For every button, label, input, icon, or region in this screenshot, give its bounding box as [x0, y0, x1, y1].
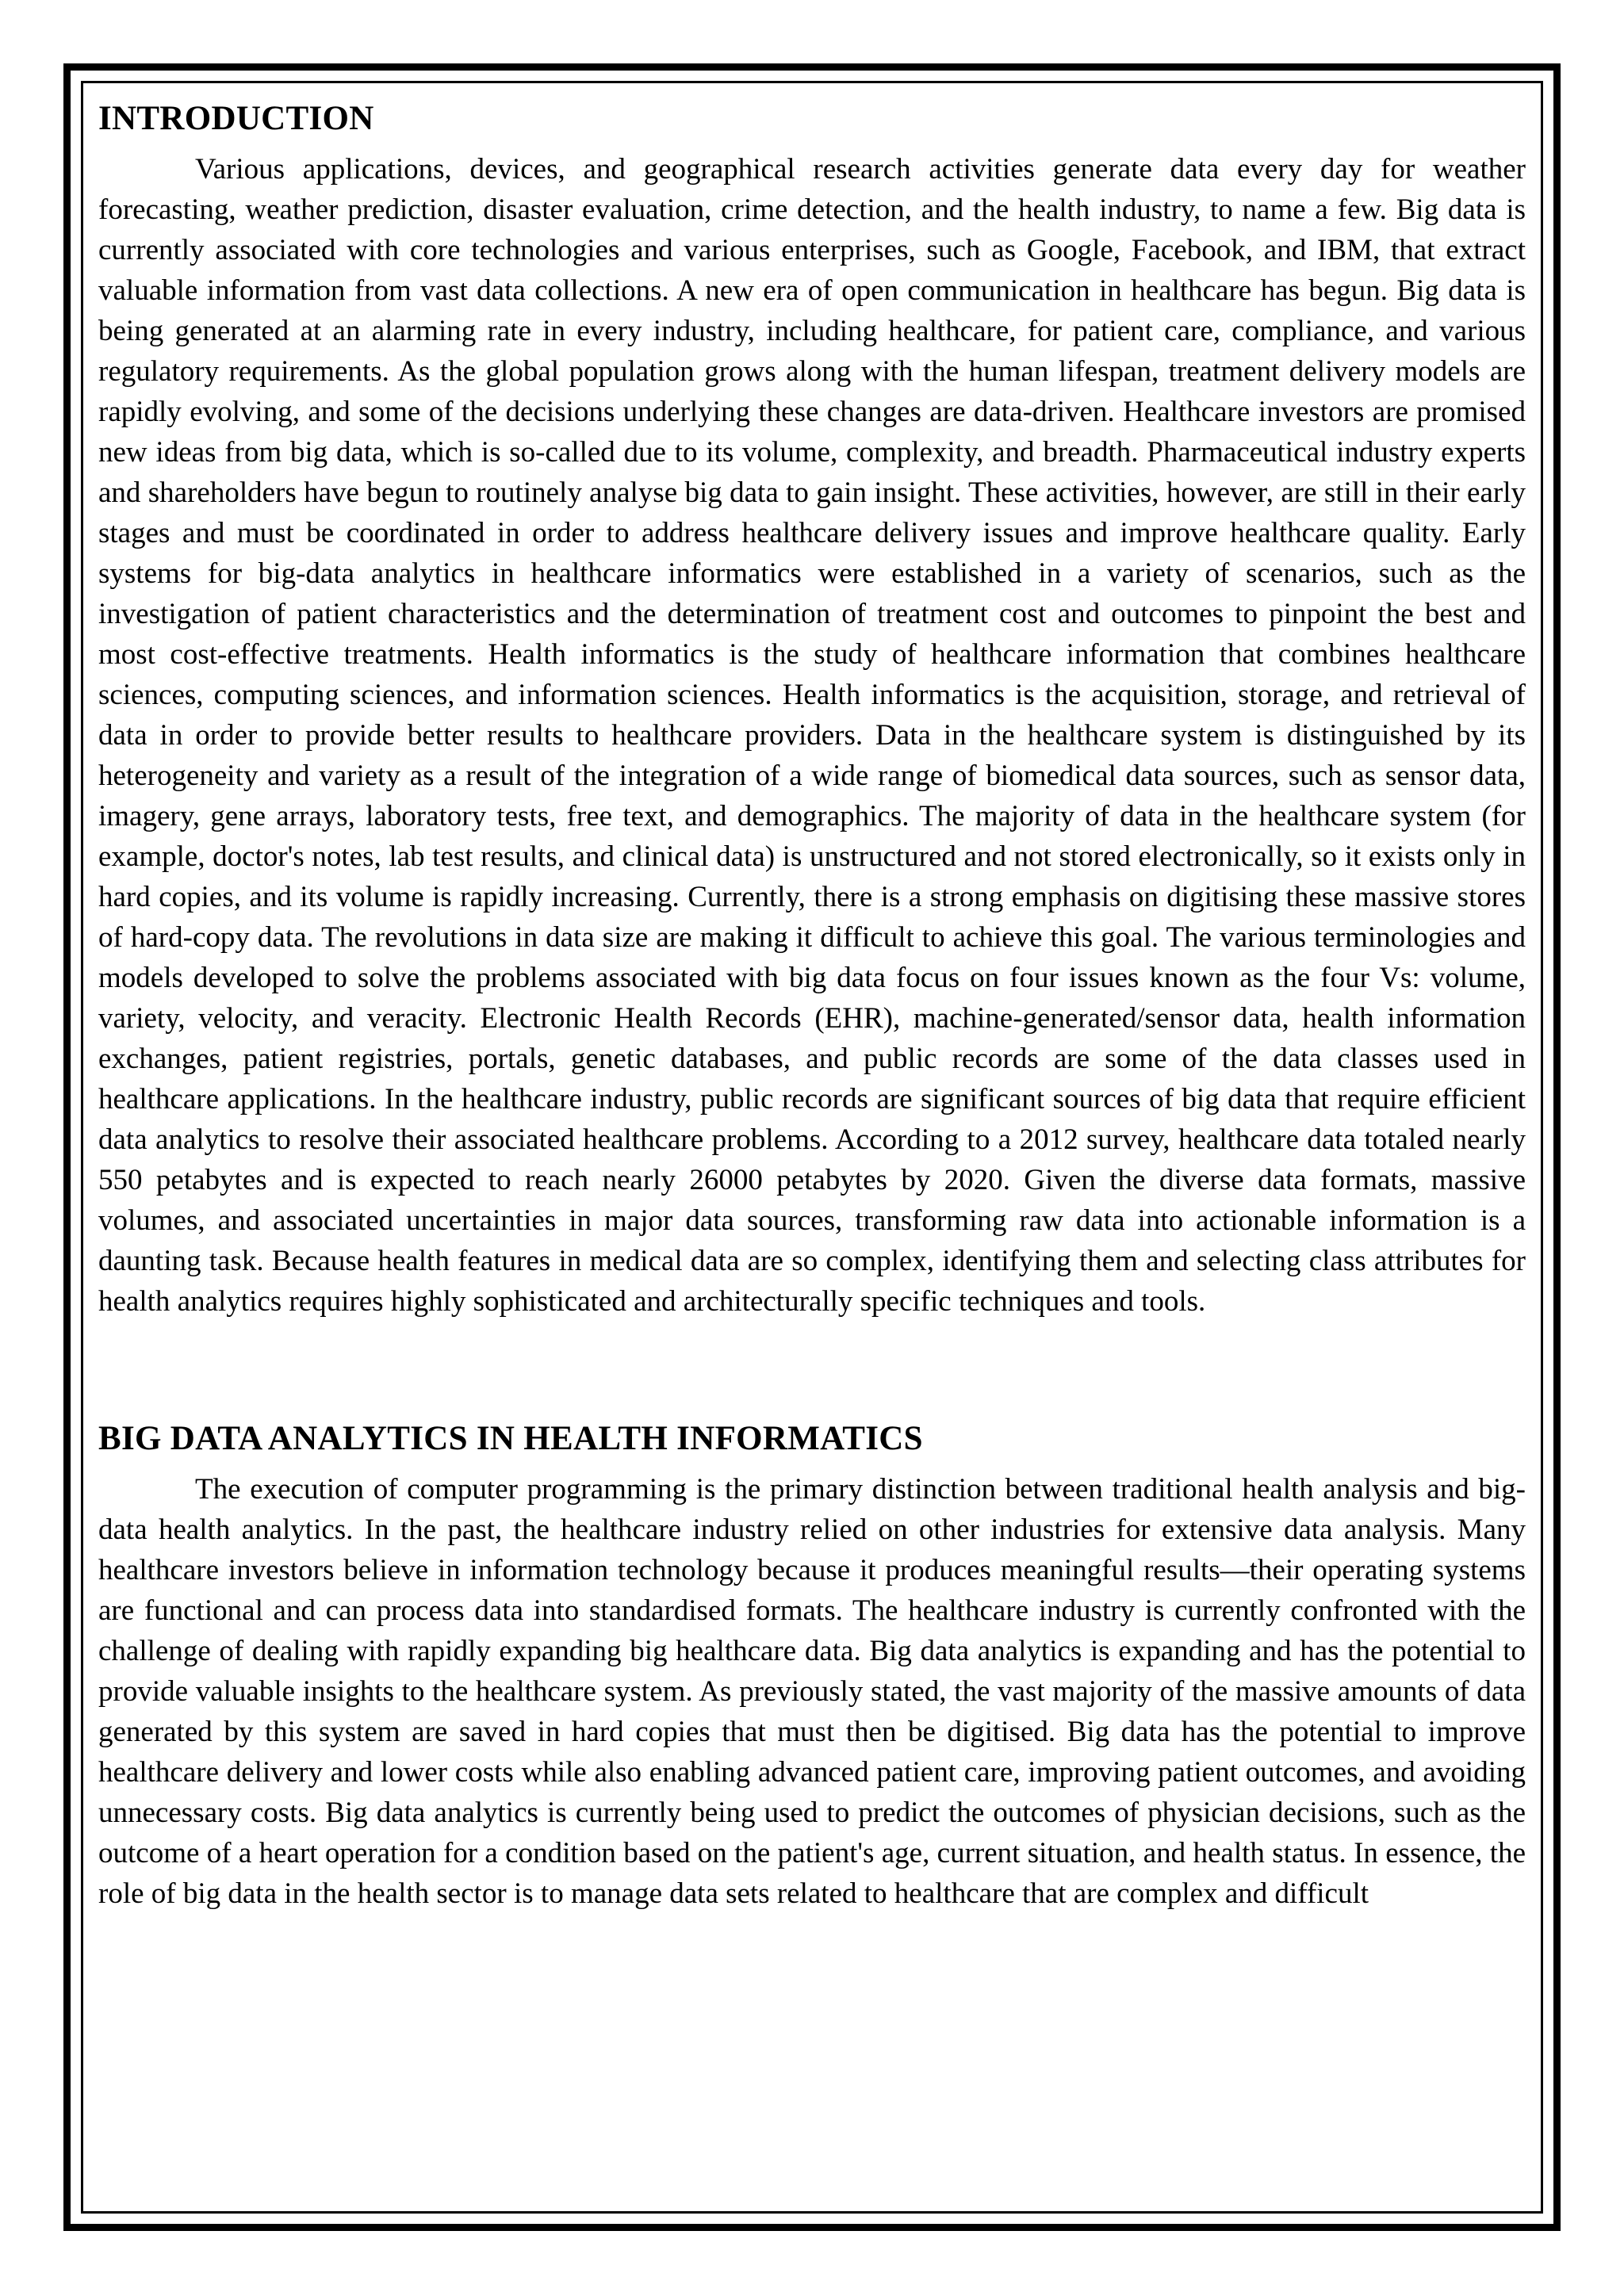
big-data-analytics-paragraph: The execution of computer programming is the primary distinction between traditional health analysis and big-data health analytics. In the past, the healthcare industry relied on other industries for extensive data analysis. Many healthcare investors believe in information technology because it produces meaningful results—their operating systems are functional and can process data into standardised formats. The healthcare industry is currently confronted with the challenge of dealing with rapidly expanding big healthcare data. Big data analytics is expanding and has the potential to provide valuable insights to the healthcare system. As previously stated, the vast majority of the massive amounts of data generated by this system are saved in hard copies that must then be digitised. Big data has the potential to improve healthcare delivery and lower costs while also enabling advanced patient care, improving patient outcomes, and avoiding unnecessary costs. Big data analytics is currently being used to predict the outcomes of physician decisions, such as the outcome of a heart operation for a condition based on the patient's age, current situation, and health status. In essence, the role of big data in the health sector is to manage data sets related to healthcare that are complex and difficult	[98, 1473, 1526, 1910]
introduction-paragraph: Various applications, devices, and geographical research activities generate data every day for weather forecasting, weather prediction, disaster evaluation, crime detection, and the health industry, to name a few. Big data is currently associated with core technologies and various enterprises, such as Google, Facebook, and IBM, that extract valuable information from vast data collections. A new era of open communication in healthcare has begun. Big data is being generated at an alarming rate in every industry, including healthcare, for patient care, compliance, and various regulatory requirements. As the global population grows along with the human lifespan, treatment delivery models are rapidly evolving, and some of the decisions underlying these changes are data-driven. Healthcare investors are promised new ideas from big data, which is so-called due to its volume, complexity, and breadth. Pharmaceutical industry experts and shareholders have begun to routinely analyse big data to gain insight. These activities, however, are still in their early stages and must be coordinated in order to address healthcare delivery issues and improve healthcare quality. Early systems for big-data analytics in healthcare informatics were established in a variety of scenarios, such as the investigation of patient characteristics and the determination of treatment cost and outcomes to pinpoint the best and most cost-effective treatments. Health informatics is the study of healthcare information that combines healthcare sciences, computing sciences, and information sciences. Health informatics is the acquisition, storage, and retrieval of data in order to provide better results to healthcare providers. Data in the healthcare system is distinguished by its heterogeneity and variety as a result of the integration of a wide range of biomedical data sources, such as sensor data, imagery, gene arrays, laboratory tests, free text, and demographics. The majority of data in the healthcare system (for example, doctor's notes, lab test results, and clinical data) is unstructured and not stored electronically, so it exists only in hard copies, and its volume is rapidly increasing. Currently, there is a strong emphasis on digitising these massive stores of hard-copy data. The revolutions in data size are making it difficult to achieve this goal. The various terminologies and models developed to solve the problems associated with big data focus on four issues known as the four Vs: volume, variety, velocity, and veracity. Electronic Health Records (EHR), machine-generated/sensor data, health information exchanges, patient registries, portals, genetic databases, and public records are some of the data classes used in healthcare applications. In the healthcare industry, public records are significant sources of big data that require efficient data analytics to resolve their associated healthcare problems. According to a 2012 survey, healthcare data totaled nearly 550 petabytes and is expected to reach nearly 26000 petabytes by 2020. Given the diverse data formats, massive volumes, and associated uncertainties in major data sources, transforming raw data into actionable information is a daunting task. Because health features in medical data are so complex, identifying them and selecting class attributes for health analytics requires highly sophisticated and architecturally specific techniques and tools.	[98, 153, 1526, 1318]
big-data-analytics-section	[98, 1415, 1526, 1914]
introduction-heading: INTRODUCTION	[98, 100, 374, 137]
big-data-analytics-heading: BIG DATA ANALYTICS IN HEALTH INFORMATICS	[98, 1420, 923, 1457]
introduction-section	[98, 95, 1526, 1322]
document-body	[98, 95, 1526, 1914]
